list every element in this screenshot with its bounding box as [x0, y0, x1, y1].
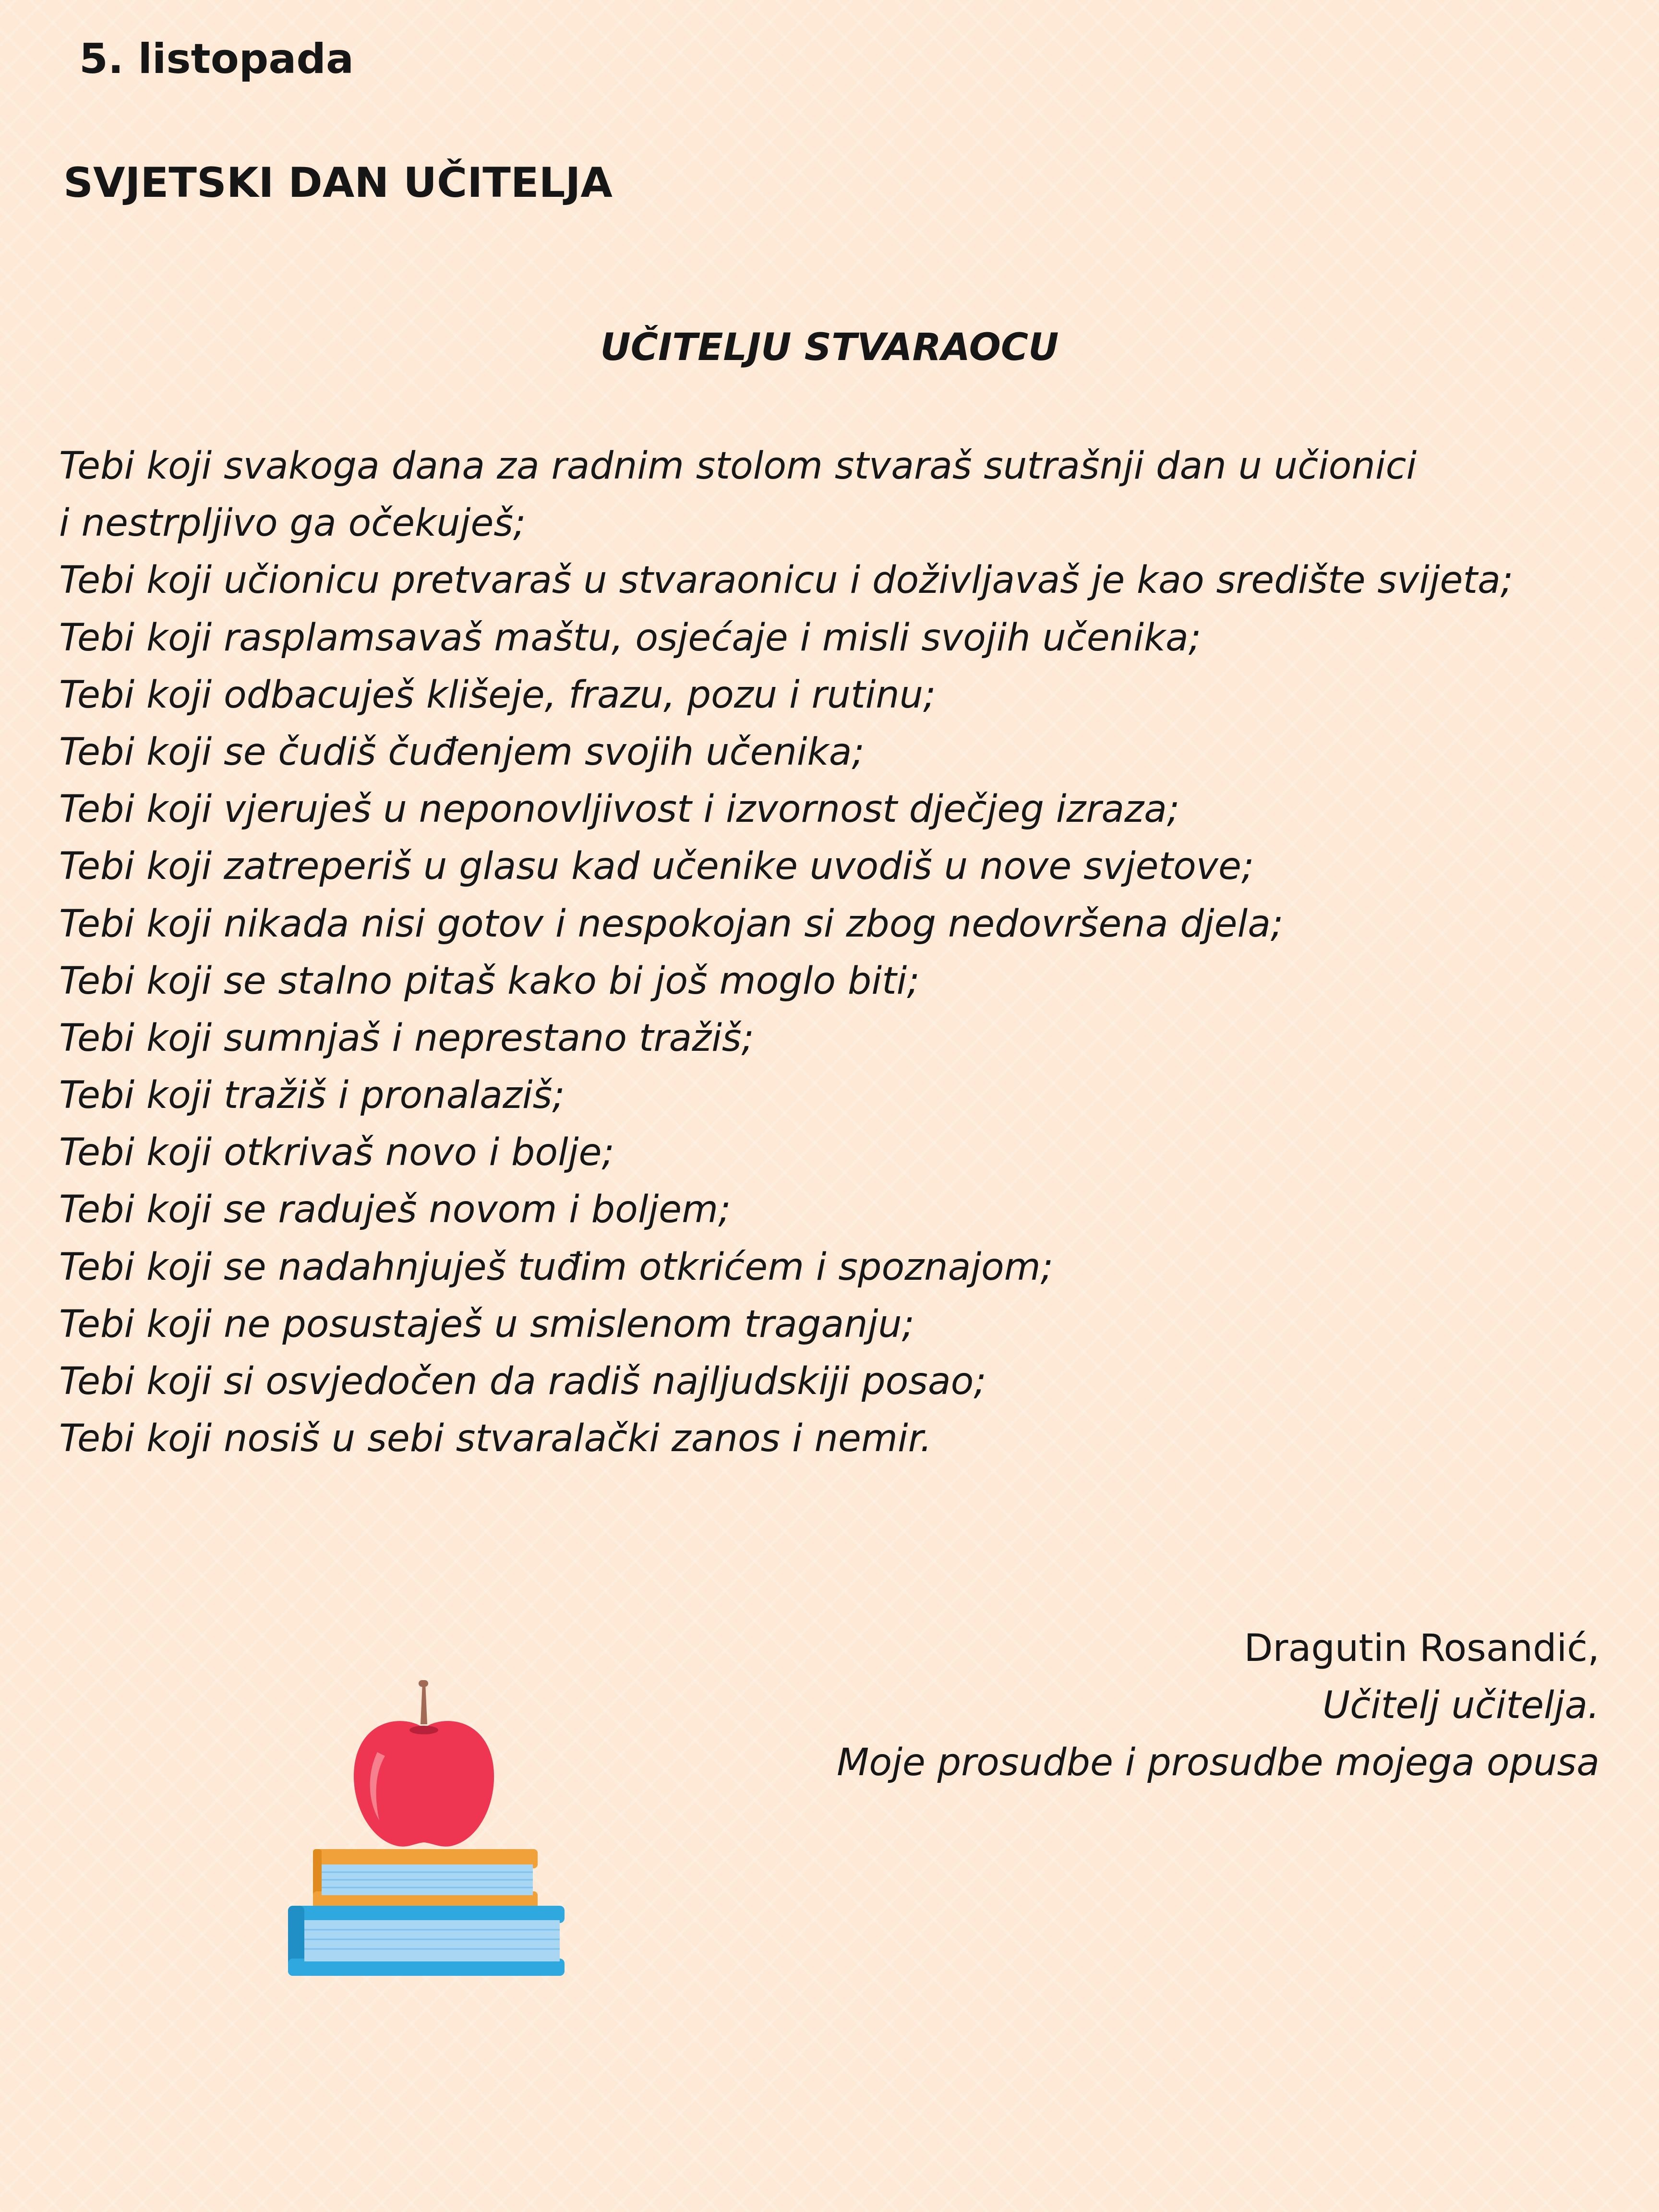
author-name: Dragutin Rosandić,	[1244, 1627, 1599, 1670]
poem-line: Tebi koji učionicu pretvaraš u stvaraonicu i doživljavaš je kao središte svijeta;	[59, 559, 1514, 602]
poem-line: Tebi koji se nadahnjuješ tuđim otkrićem i spoznajom;	[59, 1245, 1054, 1289]
poem-line: i nestrpljivo ga očekuješ;	[59, 502, 526, 545]
poem-title: UČITELJU STVARAOCU	[600, 326, 1059, 369]
poem-line: Tebi koji nikada nisi gotov i nespokojan si zbog nedovršena djela;	[59, 902, 1284, 946]
poem-body	[59, 438, 1619, 1467]
page-title: SVJETSKI DAN UČITELJA	[63, 159, 613, 207]
book-title-line-2: Moje prosudbe i prosudbe mojega opusa	[837, 1741, 1599, 1784]
poem-line: Tebi koji zatreperiš u glasu kad učenike uvodiš u nove svjetove;	[59, 845, 1254, 889]
poem-line: Tebi koji rasplamsavaš maštu, osjećaje i misli svojih učenika;	[59, 616, 1202, 660]
poem-line: Tebi koji si osvjedočen da radiš najljudskiji posao;	[59, 1360, 986, 1403]
poem-line: Tebi koji svakoga dana za radnim stolom stvaraš sutrašnji dan u učionici	[59, 445, 1417, 488]
poem-line: Tebi koji sumnjaš i neprestano tražiš;	[59, 1016, 754, 1060]
poem-line: Tebi koji vjeruješ u neponovljivost i izvornost dječjeg izraza;	[59, 788, 1180, 831]
poem-line: Tebi koji se raduješ novom i boljem;	[59, 1188, 731, 1232]
poem-line: Tebi koji ne posustaješ u smislenom traganju;	[59, 1302, 914, 1346]
apple-on-books-icon	[283, 1680, 566, 1978]
poem-line: Tebi koji otkrivaš novo i bolje;	[59, 1131, 614, 1175]
date-label: 5. listopada	[79, 35, 354, 83]
poem-line: Tebi koji se čudiš čuđenjem svojih učenika;	[59, 730, 865, 774]
poem-line: Tebi koji se stalno pitaš kako bi još moglo biti;	[59, 959, 920, 1003]
poem-line: Tebi koji tražiš i pronalaziš;	[59, 1074, 565, 1118]
poem-attribution	[837, 1620, 1599, 1791]
poem-line: Tebi koji nosiš u sebi stvaralački zanos i nemir.	[59, 1417, 932, 1461]
book-title-line-1: Učitelj učitelja.	[1322, 1684, 1599, 1727]
poem-line: Tebi koji odbacuješ klišeje, frazu, pozu i rutinu;	[59, 673, 936, 717]
